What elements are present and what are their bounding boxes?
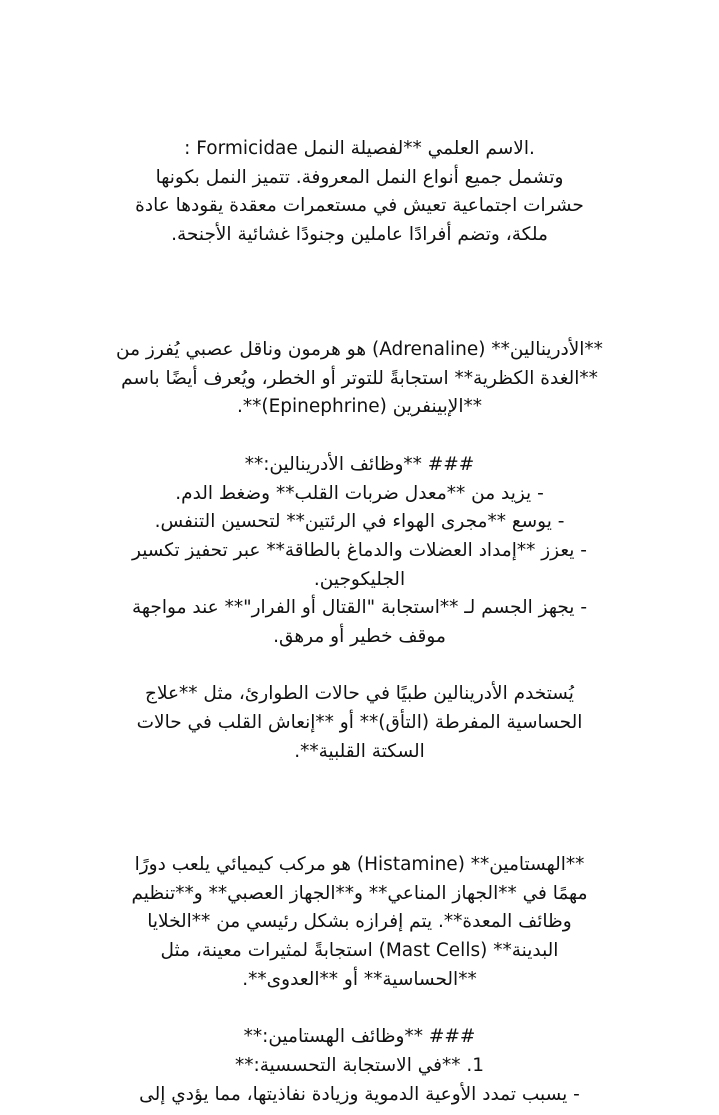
text-line: - يجهز الجسم لـ **استجابة "القتال أو الفرار"** عند مواجهة <box>131 597 587 619</box>
text-line: .الاسم العلمي **لفصيلة النمل Formicidae : <box>184 138 535 159</box>
text-line: السكتة القلبية**. <box>294 740 425 762</box>
text-line: ### **وظائف الهستامين:** <box>243 1026 476 1048</box>
text-line: 1. **في الاستجابة التحسسية:** <box>234 1054 485 1076</box>
text-line: يُستخدم الأدرينالين طبيًا في حالات الطوارئ، مثل **علاج <box>145 683 574 705</box>
text-line: الجليكوجين. <box>313 568 406 590</box>
text-line: **الإبينفرين (Epinephrine)**. <box>236 396 482 418</box>
text-line: **الأدرينالين** (Adrenaline) هو هرمون وناقل عصبي يُفرز من <box>116 339 603 360</box>
text-line: - يزيد من **معدل ضربات القلب** وضغط الدم. <box>175 482 544 504</box>
text-line: ملكة، وتضم أفرادًا عاملين وجنودًا غشائية الأجنحة. <box>171 224 548 246</box>
text-line: ### **وظائف الأدرينالين:** <box>244 453 475 475</box>
text-line: **الهستامين** (Histamine) هو مركب كيميائي يلعب دورًا <box>134 854 585 875</box>
text-line: البدينة** (Mast Cells) استجابةً لمثيرات معينة، مثل <box>160 940 559 962</box>
text-block-histamine <box>50 851 669 1109</box>
text-line: مهمًا في **الجهاز المناعي** و**الجهاز العصبي** و**تنظيم <box>131 882 588 904</box>
text-line <box>50 652 669 681</box>
text-line: موقف خطير أو مرهق. <box>273 626 446 648</box>
text-line: - يعزز **إمداد العضلات والدماغ بالطاقة** عبر تحفيز تكسير <box>131 539 587 561</box>
text-block-adrenaline <box>50 336 669 767</box>
text-line: **الغدة الكظرية** استجابةً للتوتر أو الخطر، ويُعرف أيضًا باسم <box>121 367 598 389</box>
text-line <box>50 422 669 451</box>
text-line: الحساسية المفرطة (التأق)** أو **إنعاش القلب في حالات <box>136 712 583 734</box>
text-line: حشرات اجتماعية تعيش في مستعمرات معقدة يقودها عادة <box>135 195 584 217</box>
text-line: - يوسع **مجرى الهواء في الرئتين** لتحسين التنفس. <box>154 511 565 533</box>
text-line <box>50 995 669 1024</box>
text-line: **الحساسية** أو **العدوى**. <box>242 968 477 990</box>
text-line: وتشمل جميع أنواع النمل المعروفة. تتميز النمل بكونها <box>155 166 564 188</box>
text-line: - يسبب تمدد الأوعية الدموية وزيادة نفاذيتها، مما يؤدي إلى <box>139 1083 580 1105</box>
text-block-ants <box>50 135 669 250</box>
text-line: وظائف المعدة**. يتم إفرازه بشكل رئيسي من **الخلايا <box>147 911 572 933</box>
